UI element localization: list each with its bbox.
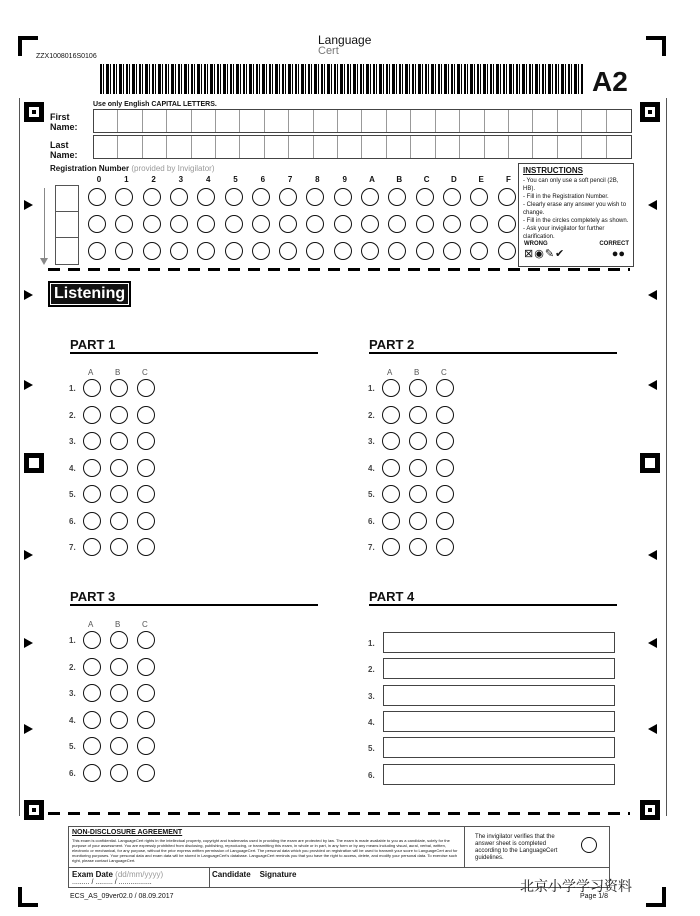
barcode (100, 64, 583, 94)
registration-column-label: 4 (205, 175, 211, 184)
question-number: 5. (368, 744, 375, 754)
option-header: B (115, 368, 121, 377)
letter-cell[interactable] (192, 110, 216, 132)
letter-cell[interactable] (118, 110, 142, 132)
registration-bubble[interactable] (197, 242, 215, 260)
letter-cell[interactable] (314, 110, 338, 132)
invigilator-text: The invigilator verifies that the answer sheet is completed according to the LanguageCert guidelines. (475, 834, 558, 861)
question-number: 6. (368, 516, 375, 526)
answer-bubble[interactable] (110, 658, 128, 676)
nda-box (68, 826, 610, 868)
answer-bubble[interactable] (137, 512, 155, 530)
section-title: Listening (48, 281, 131, 307)
arrow-down-icon (40, 258, 48, 265)
registration-column-label: C (423, 175, 430, 184)
question-number: 3. (69, 689, 76, 698)
answer-bubble[interactable] (110, 432, 128, 450)
registration-mark-top-left (18, 36, 38, 56)
registration-bubble[interactable] (470, 188, 488, 206)
answer-bubble[interactable] (83, 432, 101, 450)
answer-bubble[interactable] (137, 764, 155, 782)
letter-cell[interactable] (216, 136, 240, 158)
letter-cell[interactable] (265, 136, 289, 158)
letter-cell[interactable] (387, 110, 411, 132)
answer-text-box[interactable] (383, 632, 615, 653)
answer-text-box[interactable] (383, 685, 615, 706)
answer-bubble[interactable] (436, 379, 454, 397)
answer-bubble[interactable] (110, 459, 128, 477)
registration-bubble[interactable] (115, 215, 133, 233)
answer-bubble[interactable] (137, 379, 155, 397)
letter-cell[interactable] (118, 136, 142, 158)
question-number: 6. (368, 770, 375, 780)
answer-bubble[interactable] (110, 631, 128, 649)
registration-bubble[interactable] (88, 242, 106, 260)
part4-title: PART 4 (369, 589, 415, 604)
registration-column-label: 9 (342, 175, 347, 184)
arrow-left-icon (648, 380, 657, 390)
question-number: 2. (69, 662, 76, 672)
part4-rule (369, 604, 617, 606)
answer-bubble[interactable] (409, 538, 427, 556)
option-header: B (115, 620, 121, 629)
question-number: 1. (368, 384, 375, 393)
answer-bubble[interactable] (83, 764, 101, 782)
letter-cell[interactable] (314, 136, 338, 158)
answer-bubble[interactable] (137, 406, 155, 424)
answer-bubble[interactable] (110, 512, 128, 530)
registration-bubble[interactable] (361, 242, 379, 260)
question-number: 4. (368, 717, 375, 727)
registration-bubble[interactable] (115, 242, 133, 260)
registration-bubble[interactable] (498, 188, 516, 206)
instructions-title: INSTRUCTIONS (523, 166, 583, 175)
registration-number-label: Registration Number (provided by Invigilator) (50, 164, 215, 173)
part3-title: PART 3 (70, 589, 116, 604)
capital-letters-note: Use only English CAPITAL LETTERS. (93, 101, 217, 108)
arrow-right-icon (24, 200, 33, 210)
invigilator-verify-bubble[interactable] (581, 837, 597, 853)
letter-cell[interactable] (387, 136, 411, 158)
answer-bubble[interactable] (382, 406, 400, 424)
registration-bubble[interactable] (143, 242, 161, 260)
first-name-label: First Name: (50, 112, 78, 132)
cut-line (48, 812, 630, 815)
option-header: A (88, 620, 94, 629)
nda-text: This exam is confidential. LanguageCert rights in the intellectual property, copyright and trademarks used in providing the exam are protected by law. The exam is made available to you as a candidate, solely for the purpose of your assessment. You are expressly prohibited from disclosing, publishing, reproducing, or transmitting this exam, in whole or in part, in any form or by any means including visual, aural, verbal, written, electronic or mechanical, for any purpose, without the prior express written permission of LanguageCert. The personal data which you provided on registration will be used to transmit your score to LanguageCert and for monitoring purposes. Your personal data and exam data will be stored in LanguageCert's database. LanguageCert reminds you that you have the right to access, delete, and modify your personal data. To exercise such right, please contact LanguageCert. (72, 838, 458, 863)
last-name-field[interactable] (93, 135, 632, 159)
registration-bubble[interactable] (197, 188, 215, 206)
letter-cell[interactable] (509, 136, 533, 158)
question-number: 3. (368, 437, 375, 446)
brand-line-2: Cert (318, 45, 339, 57)
letter-cell[interactable] (558, 110, 582, 132)
registration-bubble[interactable] (443, 188, 461, 206)
answer-text-box[interactable] (383, 737, 615, 758)
sheet-code: ZZX1008016S0106 (36, 53, 97, 60)
registration-bubble[interactable] (334, 242, 352, 260)
answer-bubble[interactable] (436, 485, 454, 503)
question-number: 1. (368, 639, 375, 648)
letter-cell[interactable] (582, 110, 606, 132)
answer-bubble[interactable] (83, 459, 101, 477)
arrow-down-icon (44, 188, 45, 260)
letter-cell[interactable] (582, 136, 606, 158)
answer-bubble[interactable] (436, 459, 454, 477)
registration-bubble[interactable] (334, 188, 352, 206)
letter-cell[interactable] (240, 110, 264, 132)
option-header: C (142, 368, 148, 377)
instructions-box: INSTRUCTIONS - You can only use a soft pencil (2B, HB). - Fill in the Registration Number. - Clearly erase any answer you wish to change. - Fill in the circles completely as shown. - Ask your invigilator for further clarification. WRONG CORRECT ⊠◉✎✔ ●● (518, 163, 634, 267)
registration-column-label: D (451, 175, 457, 184)
answer-bubble[interactable] (137, 459, 155, 477)
registration-bubble[interactable] (306, 188, 324, 206)
registration-bubble[interactable] (225, 188, 243, 206)
arrow-left-icon (648, 724, 657, 734)
registration-bubble[interactable] (279, 188, 297, 206)
part3-rule (70, 604, 318, 606)
nda-title: NON-DISCLOSURE AGREEMENT (72, 829, 183, 836)
answer-bubble[interactable] (382, 512, 400, 530)
registration-bubble[interactable] (443, 215, 461, 233)
question-number: 5. (69, 742, 76, 751)
registration-column-label: 2 (151, 175, 156, 184)
question-number: 5. (368, 490, 375, 499)
page-number: Page 1/8 (580, 893, 609, 900)
registration-column-label: 0 (96, 175, 102, 184)
answer-bubble[interactable] (137, 432, 155, 450)
letter-cell[interactable] (607, 110, 631, 132)
answer-bubble[interactable] (137, 485, 155, 503)
registration-mark-bottom-left (18, 887, 38, 907)
answer-bubble[interactable] (409, 485, 427, 503)
question-number: 4. (69, 715, 76, 725)
brand-line-1: Language (318, 33, 372, 47)
letter-cell[interactable] (533, 110, 557, 132)
option-header: A (387, 368, 393, 377)
answer-bubble[interactable] (137, 631, 155, 649)
registration-bubble[interactable] (416, 215, 434, 233)
registration-bubble[interactable] (361, 215, 379, 233)
wrong-label: WRONG (524, 241, 548, 247)
part1-title: PART 1 (70, 337, 116, 352)
registration-column-label: 8 (315, 175, 320, 184)
answer-bubble[interactable] (409, 512, 427, 530)
question-number: 2. (368, 410, 375, 420)
arrow-left-icon (648, 638, 657, 648)
marker-icon (640, 102, 660, 122)
registration-column-label: 5 (233, 175, 238, 184)
question-number: 7. (69, 543, 76, 552)
answer-bubble[interactable] (83, 658, 101, 676)
answer-bubble[interactable] (110, 684, 128, 702)
registration-bubble[interactable] (416, 242, 434, 260)
right-border-line (666, 98, 667, 816)
question-number: 1. (69, 636, 76, 645)
answer-bubble[interactable] (83, 711, 101, 729)
question-number: 4. (368, 463, 375, 473)
registration-column-label: 3 (178, 175, 184, 184)
registration-column-label: E (478, 175, 484, 184)
letter-cell[interactable] (338, 110, 362, 132)
letter-cell[interactable] (411, 136, 435, 158)
registration-column-label: B (396, 175, 403, 184)
registration-mark-top-right (646, 36, 666, 56)
letter-cell[interactable] (167, 110, 191, 132)
letter-cell[interactable] (192, 136, 216, 158)
registration-bubble[interactable] (306, 215, 324, 233)
registration-bubble[interactable] (279, 242, 297, 260)
part2-rule (369, 352, 617, 354)
signature-label[interactable]: Candidate Signature (212, 870, 297, 879)
exam-date-label: Exam Date (dd/mm/yyyy) (72, 870, 164, 879)
letter-cell[interactable] (167, 136, 191, 158)
answer-bubble[interactable] (83, 406, 101, 424)
question-number: 6. (69, 768, 76, 778)
answer-bubble[interactable] (436, 512, 454, 530)
registration-bubble[interactable] (361, 188, 379, 206)
letter-cell[interactable] (607, 136, 631, 158)
arrow-right-icon (24, 724, 33, 734)
letter-cell[interactable] (240, 136, 264, 158)
correct-marks-icon: ●● (611, 248, 625, 260)
letter-cell[interactable] (338, 136, 362, 158)
arrow-left-icon (648, 290, 657, 300)
letter-cell[interactable] (436, 136, 460, 158)
answer-bubble[interactable] (436, 538, 454, 556)
question-number: 2. (69, 410, 76, 420)
registration-bubble[interactable] (115, 188, 133, 206)
question-number: 3. (69, 437, 76, 446)
registration-bubble[interactable] (88, 188, 106, 206)
registration-bubble[interactable] (143, 215, 161, 233)
letter-cell[interactable] (143, 110, 167, 132)
answer-bubble[interactable] (83, 631, 101, 649)
letter-cell[interactable] (94, 136, 118, 158)
correct-label: CORRECT (599, 241, 629, 247)
registration-entry-boxes[interactable] (55, 185, 79, 265)
arrow-right-icon (24, 550, 33, 560)
registration-bubble[interactable] (197, 215, 215, 233)
arrow-left-icon (648, 200, 657, 210)
answer-bubble[interactable] (382, 432, 400, 450)
arrow-right-icon (24, 380, 33, 390)
option-header: C (142, 620, 148, 629)
answer-bubble[interactable] (137, 538, 155, 556)
letter-cell[interactable] (94, 110, 118, 132)
registration-bubble[interactable] (388, 215, 406, 233)
letter-cell[interactable] (436, 110, 460, 132)
letter-cell[interactable] (362, 110, 386, 132)
answer-bubble[interactable] (110, 538, 128, 556)
registration-bubble[interactable] (470, 242, 488, 260)
registration-bubble[interactable] (470, 215, 488, 233)
part1-rule (70, 352, 318, 354)
registration-bubble[interactable] (334, 215, 352, 233)
answer-text-box[interactable] (383, 764, 615, 785)
left-border-line (19, 98, 20, 816)
letter-cell[interactable] (289, 110, 313, 132)
cut-line (48, 268, 630, 271)
letter-cell[interactable] (362, 136, 386, 158)
registration-bubble[interactable] (170, 188, 188, 206)
answer-bubble[interactable] (436, 406, 454, 424)
answer-bubble[interactable] (409, 379, 427, 397)
registration-bubble[interactable] (170, 215, 188, 233)
last-name-label: Last Name: (50, 140, 78, 160)
arrow-right-icon (24, 290, 33, 300)
answer-bubble[interactable] (409, 459, 427, 477)
answer-bubble[interactable] (137, 658, 155, 676)
letter-cell[interactable] (289, 136, 313, 158)
answer-bubble[interactable] (436, 432, 454, 450)
registration-bubble[interactable] (388, 188, 406, 206)
letter-cell[interactable] (143, 136, 167, 158)
registration-bubble[interactable] (306, 242, 324, 260)
answer-bubble[interactable] (137, 684, 155, 702)
registration-column-label: 6 (260, 175, 266, 184)
question-number: 7. (368, 543, 375, 552)
answer-bubble[interactable] (382, 485, 400, 503)
registration-column-label: 7 (287, 175, 293, 184)
registration-mark-bottom-right (646, 887, 666, 907)
letter-cell[interactable] (558, 136, 582, 158)
registration-bubble[interactable] (416, 188, 434, 206)
part2-title: PART 2 (369, 337, 415, 352)
question-number: 4. (69, 463, 76, 473)
answer-bubble[interactable] (110, 737, 128, 755)
letter-cell[interactable] (216, 110, 240, 132)
option-header: C (441, 368, 447, 377)
first-name-field[interactable] (93, 109, 632, 133)
answer-bubble[interactable] (110, 485, 128, 503)
option-header: A (88, 368, 94, 377)
registration-bubble[interactable] (88, 215, 106, 233)
answer-text-box[interactable] (383, 658, 615, 679)
answer-bubble[interactable] (83, 379, 101, 397)
registration-bubble[interactable] (498, 242, 516, 260)
version-label: ECS_AS_09ver02.0 / 08.09.2017 (70, 893, 174, 900)
letter-cell[interactable] (411, 110, 435, 132)
registration-column-label: 1 (124, 175, 129, 184)
answer-bubble[interactable] (83, 512, 101, 530)
answer-bubble[interactable] (83, 737, 101, 755)
answer-bubble[interactable] (110, 406, 128, 424)
letter-cell[interactable] (533, 136, 557, 158)
registration-bubble[interactable] (388, 242, 406, 260)
marker-icon (24, 800, 44, 820)
answer-bubble[interactable] (382, 379, 400, 397)
arrow-right-icon (24, 638, 33, 648)
marker-icon (24, 453, 44, 473)
registration-bubble[interactable] (252, 215, 270, 233)
letter-cell[interactable] (485, 136, 509, 158)
answer-bubble[interactable] (137, 711, 155, 729)
level-label: A2 (592, 66, 628, 97)
question-number: 5. (69, 490, 76, 499)
question-number: 3. (368, 691, 375, 701)
registration-column-label: F (506, 175, 511, 184)
answer-bubble[interactable] (382, 459, 400, 477)
registration-bubble[interactable] (225, 242, 243, 260)
registration-bubble[interactable] (443, 242, 461, 260)
registration-bubble[interactable] (498, 215, 516, 233)
option-header: B (414, 368, 420, 377)
answer-bubble[interactable] (382, 538, 400, 556)
answer-bubble[interactable] (110, 711, 128, 729)
question-number: 1. (69, 384, 76, 393)
marker-icon (640, 800, 660, 820)
answer-bubble[interactable] (110, 764, 128, 782)
marker-icon (24, 102, 44, 122)
answer-bubble[interactable] (110, 379, 128, 397)
letter-cell[interactable] (460, 110, 484, 132)
answer-bubble[interactable] (83, 684, 101, 702)
registration-bubble[interactable] (143, 188, 161, 206)
marker-icon (640, 453, 660, 473)
brand-logo (318, 35, 371, 57)
question-number: 2. (368, 665, 375, 675)
registration-bubble[interactable] (170, 242, 188, 260)
registration-bubble[interactable] (279, 215, 297, 233)
letter-cell[interactable] (460, 136, 484, 158)
registration-bubble[interactable] (225, 215, 243, 233)
registration-column-label: A (369, 175, 375, 184)
wrong-marks-icon: ⊠◉✎✔ (524, 248, 566, 260)
letter-cell[interactable] (485, 110, 509, 132)
letter-cell[interactable] (265, 110, 289, 132)
answer-bubble[interactable] (409, 432, 427, 450)
watermark: 北京小学学习资料 (520, 879, 632, 895)
exam-date-field[interactable]: ......... / ......... / ................. (72, 879, 152, 886)
registration-bubble[interactable] (252, 242, 270, 260)
registration-bubble[interactable] (252, 188, 270, 206)
arrow-left-icon (648, 550, 657, 560)
answer-bubble[interactable] (83, 485, 101, 503)
question-number: 6. (69, 516, 76, 526)
letter-cell[interactable] (509, 110, 533, 132)
answer-bubble[interactable] (83, 538, 101, 556)
answer-bubble[interactable] (137, 737, 155, 755)
answer-text-box[interactable] (383, 711, 615, 732)
answer-bubble[interactable] (409, 406, 427, 424)
